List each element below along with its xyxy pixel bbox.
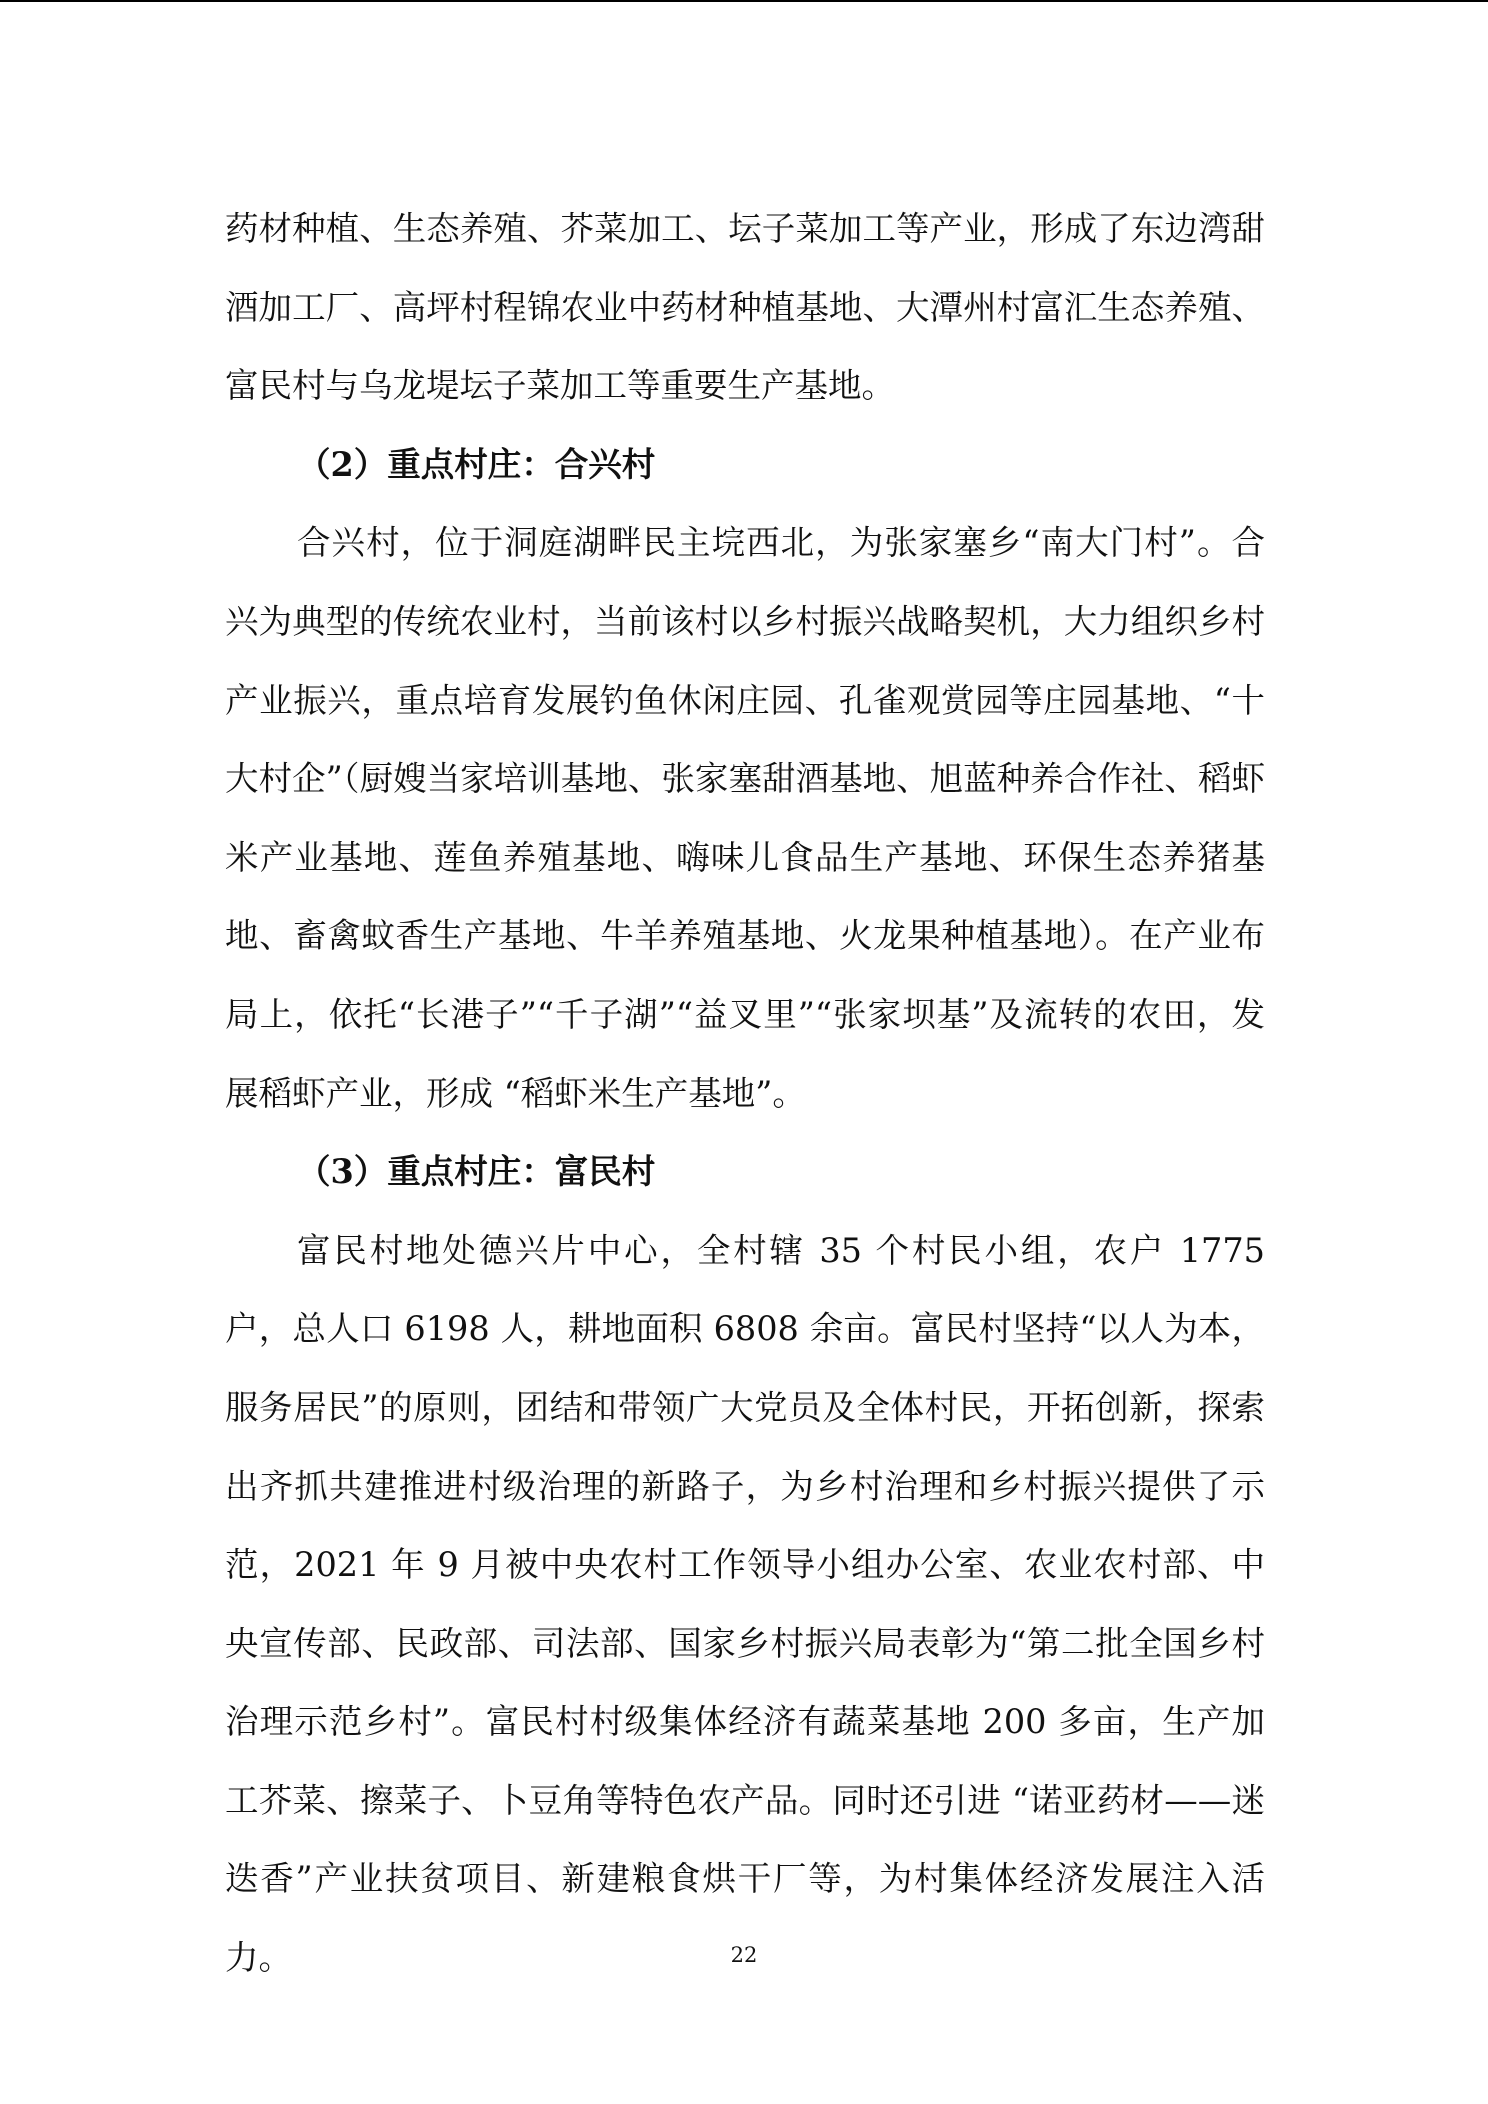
document-body bbox=[225, 190, 1265, 1998]
section-heading-fumin: （3）重点村庄：富民村 bbox=[297, 1152, 656, 1192]
section-heading-hexing: （2）重点村庄：合兴村 bbox=[297, 444, 656, 484]
paragraph-hexing: 合兴村，位于洞庭湖畔民主垸西北，为张家塞乡“南大门村”。合兴为典型的传统农业村，当前该村以乡村振兴战略契机，大力组织乡村产业振兴，重点培育发展钓鱼休闲庄园、孔雀观赏园等庄园基地、“十大村企”（厨嫂当家培训基地、张家塞甜酒基地、旭蓝种养合作社、稻虾米产业基地、莲鱼养殖基地、嗨味儿食品生产基地、环保生态养猪基地、畜禽蚊香生产基地、牛羊养殖基地、火龙果种植基地）。在产业布局上，依托“长港子”“千子湖”“益叉里”“张家坝基”及流转的农田，发展稻虾产业，形成 “稻虾米生产基地”。 bbox=[225, 523, 1265, 1113]
paragraph-continuation: 药材种植、生态养殖、芥菜加工、坛子菜加工等产业，形成了东边湾甜酒加工厂、高坪村程锦农业中药材种植基地、大潭州村富汇生态养殖、富民村与乌龙堤坛子菜加工等重要生产基地。 bbox=[225, 209, 1265, 406]
paragraph-fumin: 富民村地处德兴片中心，全村辖 35 个村民小组，农户 1775 户，总人口 6198 人，耕地面积 6808 余亩。富民村坚持“以人为本，服务居民”的原则，团结和带领广大党员及全体村民，开拓创新，探索出齐抓共建推进村级治理的新路子，为乡村治理和乡村振兴提供了示范，2021 年 9 月被中央农村工作领导小组办公室、农业农村部、中央宣传部、民政部、司法部、国家乡村振兴局表彰为“第二批全国乡村治理示范乡村”。富民村村级集体经济有蔬菜基地 200 多亩，生产加工芥菜、擦菜子、卜豆角等特色农产品。同时还引进 “诺亚药材——迷迭香”产业扶贫项目、新建粮食烘干厂等，为村集体经济发展注入活力。 bbox=[225, 1230, 1265, 1978]
page-top-border bbox=[0, 0, 1488, 2]
page-number: 22 bbox=[730, 1943, 758, 1967]
